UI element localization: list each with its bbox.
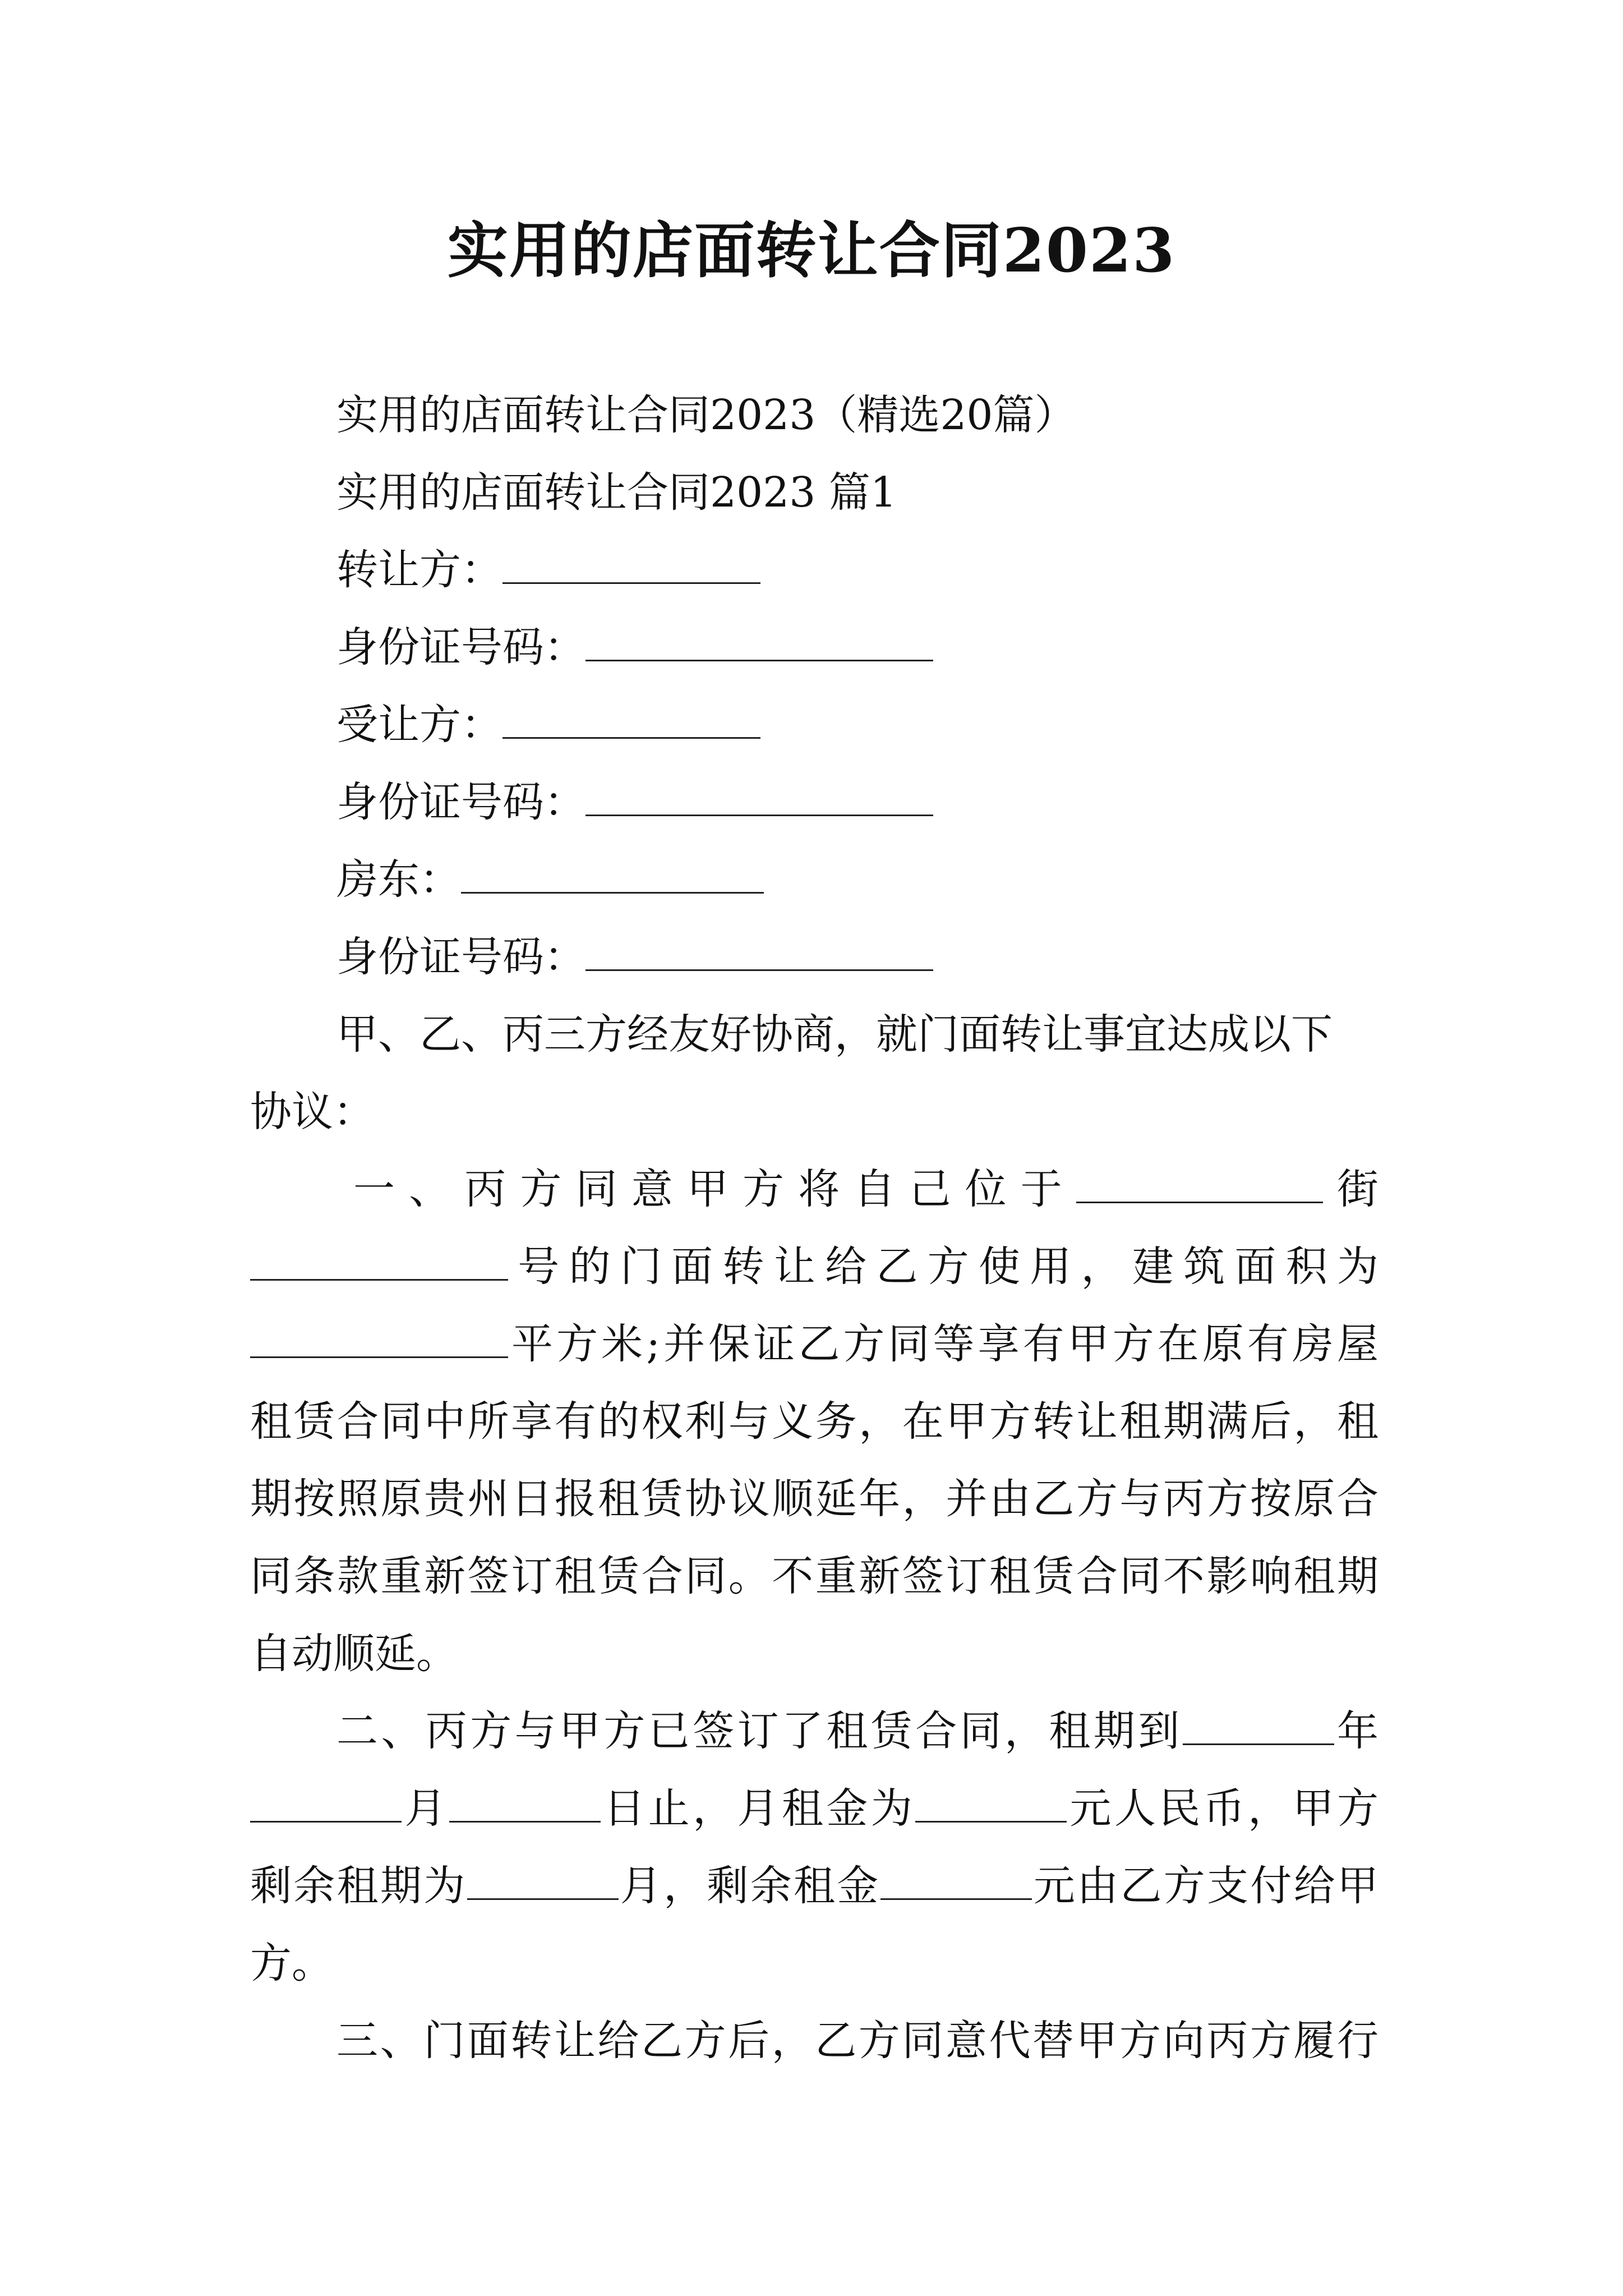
transferor-blank [502, 542, 760, 584]
remaining-term-blank [467, 1858, 619, 1900]
intro-line-2: 协议： [250, 1088, 375, 1136]
transferee-blank [502, 697, 760, 739]
transferor-id-blank [585, 619, 933, 661]
transferor-label: 转让方： [336, 546, 502, 594]
lease-month-blank [250, 1780, 402, 1823]
clause1-line-4: 租赁合同中所享有的权利与义务，在甲方转让租期满后，租 [250, 1397, 1378, 1446]
transferee-field [336, 697, 760, 753]
transferee-label: 受让方： [336, 701, 502, 749]
clause1-line-6: 同条款重新签订租赁合同。不重新签订租赁合同不影响租期 [250, 1552, 1378, 1600]
clause2-text: 元人民币，甲方 [1067, 1784, 1379, 1833]
clause1-line-3 [250, 1316, 1378, 1372]
landlord-label: 房东： [336, 855, 461, 904]
document-subtitle: 实用的店面转让合同2023（精选20篇） [336, 391, 1076, 439]
document-title: 实用的店面转让合同2023 [447, 215, 1176, 286]
clause3-line-1: 三、门面转让给乙方后，乙方同意代替甲方向丙方履行 [336, 2017, 1378, 2065]
intro-line-1: 甲、乙、丙三方经友好协商，就门面转让事宜达成以下 [336, 1010, 1332, 1059]
clause2-line-2 [250, 1780, 1378, 1837]
transferee-id-blank [585, 774, 933, 816]
part-heading: 实用的店面转让合同2023 篇1 [336, 468, 897, 517]
area-blank [250, 1316, 508, 1358]
transferor-id-field [336, 619, 933, 675]
clause2-line-4: 方。 [250, 1939, 333, 1987]
landlord-id-blank [585, 929, 933, 971]
clause1-line-5: 期按照原贵州日报租赁协议顺延年，并由乙方与丙方按原合 [250, 1475, 1378, 1523]
clause2-year-word: 年 [1334, 1707, 1379, 1755]
clause1-text: 号的门面转让给乙方使用，建筑面积为 [508, 1243, 1378, 1291]
transferee-id-field [336, 774, 933, 830]
clause2-month-word: 月 [402, 1784, 449, 1833]
transferor-field [336, 542, 760, 598]
lease-day-blank [449, 1780, 601, 1823]
clause2-text: 二、丙方与甲方已签订了租赁合同，租期到 [336, 1707, 1183, 1755]
clause1-text: 平方米;并保证乙方同等享有甲方在原有房屋 [508, 1320, 1378, 1368]
clause1-line-7: 自动顺延。 [250, 1630, 458, 1678]
landlord-id-label: 身份证号码： [336, 933, 585, 981]
number-blank [250, 1239, 508, 1281]
street-blank [1076, 1161, 1323, 1203]
clause1-street-word: 街 [1322, 1165, 1379, 1213]
landlord-id-field [336, 929, 933, 985]
clause1-line-2 [250, 1239, 1378, 1295]
transferor-id-label: 身份证号码： [336, 623, 585, 671]
monthly-rent-blank [915, 1780, 1067, 1823]
clause1-line-1 [250, 1161, 1378, 1217]
clause2-text: 日止，月租金为 [600, 1784, 916, 1833]
clause1-text: 一、丙方同意甲方将自己位于 [353, 1165, 1076, 1213]
remaining-rent-blank [880, 1858, 1032, 1900]
clause2-text: 剩余租期为 [250, 1862, 467, 1910]
transferee-id-label: 身份证号码： [336, 778, 585, 826]
landlord-field [336, 852, 764, 908]
clause2-line-1 [336, 1703, 1378, 1759]
lease-year-blank [1183, 1703, 1334, 1745]
landlord-blank [461, 852, 764, 894]
clause2-text: 月，剩余租金 [618, 1862, 880, 1910]
clause2-line-3 [250, 1858, 1378, 1914]
clause2-text: 元由乙方支付给甲 [1031, 1862, 1379, 1910]
